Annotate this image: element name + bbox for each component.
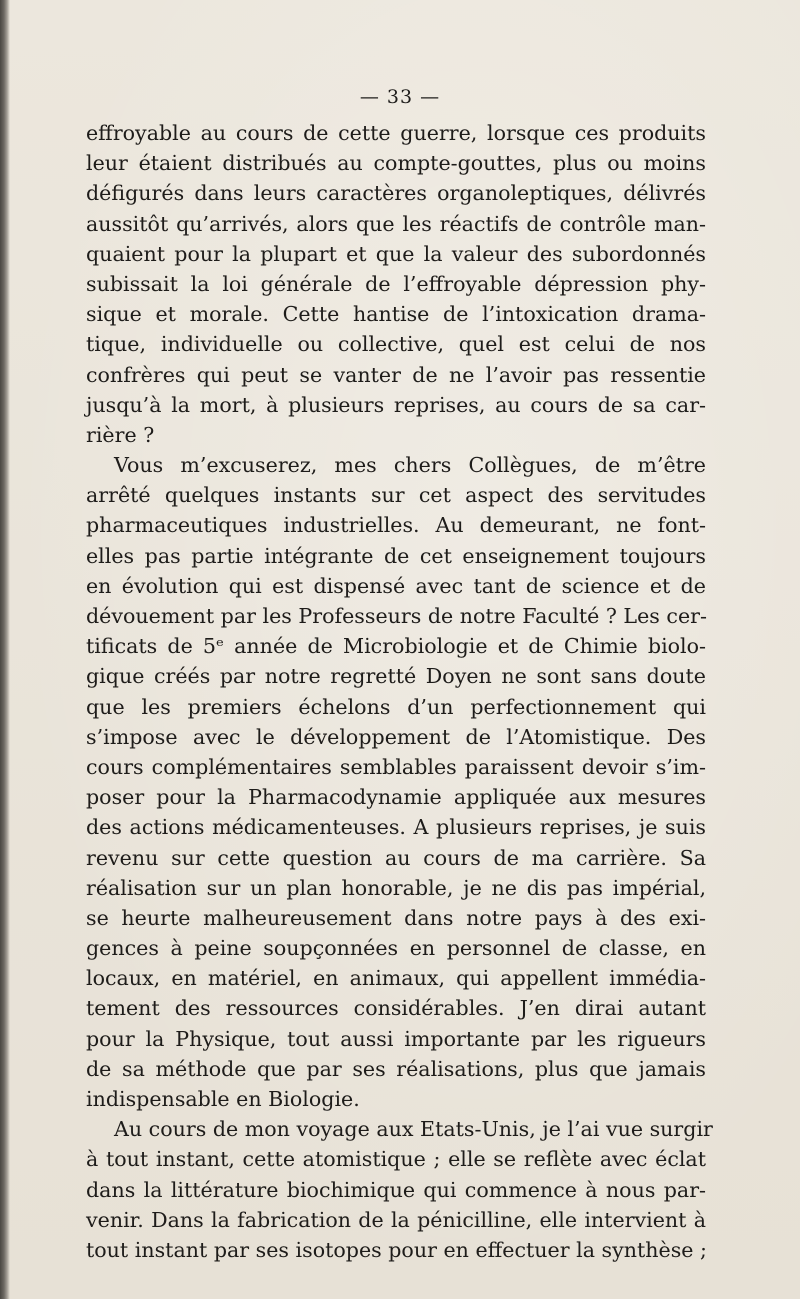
text-line: quaient pour la plupart et que la valeur des subordonnés — [86, 241, 706, 266]
text-line: des actions médicamenteuses. A plusieurs reprises, je suis — [86, 815, 706, 840]
text-line: tout instant par ses isotopes pour en effectuer la synthèse ; — [86, 1237, 707, 1262]
text-line: aussitôt qu’arrivés, alors que les réactifs de contrôle man- — [86, 211, 706, 236]
text-line: tement des ressources considérables. J’en dirai autant — [86, 996, 706, 1021]
text-line: pharmaceutiques industrielles. Au demeurant, ne font- — [86, 513, 706, 538]
text-line: rière ? — [86, 422, 155, 447]
text-line: dans la littérature biochimique qui commence à nous par- — [86, 1177, 706, 1202]
text-line: jusqu’à la mort, à plusieurs reprises, au cours de sa car- — [86, 392, 706, 417]
text-line: en évolution qui est dispensé avec tant de science et de — [86, 573, 706, 598]
text-line: que les premiers échelons d’un perfectionnement qui — [86, 694, 706, 719]
text-line: confrères qui peut se vanter de ne l’avoir pas ressentie — [86, 362, 706, 387]
text-line: elles pas partie intégrante de cet enseignement toujours — [86, 543, 706, 568]
text-line: de sa méthode que par ses réalisations, plus que jamais — [86, 1056, 706, 1081]
text-line: tificats de 5ᵉ année de Microbiologie et de Chimie biolo- — [86, 634, 706, 659]
text-line: cours complémentaires semblables paraissent devoir s’im- — [86, 754, 706, 779]
text-line: tique, individuelle ou collective, quel est celui de nos — [86, 332, 706, 357]
text-line: sique et morale. Cette hantise de l’intoxication drama- — [86, 302, 706, 327]
text-line: Vous m’excuserez, mes chers Collègues, de m’être — [114, 453, 706, 478]
text-line: pour la Physique, tout aussi importante par les rigueurs — [86, 1026, 706, 1051]
text-line: gique créés par notre regretté Doyen ne sont sans doute — [86, 664, 706, 689]
book-binding-edge — [0, 0, 10, 1299]
text-line: subissait la loi générale de l’effroyable dépression phy- — [86, 271, 706, 296]
text-line: leur étaient distribués au compte-gouttes, plus ou moins — [86, 151, 706, 176]
text-line: réalisation sur un plan honorable, je ne dis pas impérial, — [86, 875, 706, 900]
page-number: — 33 — — [359, 86, 441, 108]
text-line: se heurte malheureusement dans notre pays à des exi- — [86, 905, 706, 930]
text-line: défigurés dans leurs caractères organoleptiques, délivrés — [86, 181, 706, 206]
text-line: s’impose avec le développement de l’Atomistique. Des — [86, 724, 706, 749]
text-line: arrêté quelques instants sur cet aspect des servitudes — [86, 483, 706, 508]
text-line: dévouement par les Professeurs de notre Faculté ? Les cer- — [86, 604, 707, 628]
text-line: gences à peine soupçonnées en personnel de classe, en — [86, 936, 706, 961]
text-line: indispensable en Biologie. — [86, 1087, 360, 1111]
text-line: à tout instant, cette atomistique ; elle se reflète avec éclat — [86, 1147, 706, 1172]
text-line: effroyable au cours de cette guerre, lorsque ces produits — [86, 121, 706, 145]
text-line: revenu sur cette question au cours de ma carrière. Sa — [86, 845, 706, 870]
text-line: Au cours de mon voyage aux Etats-Unis, je l’ai vue surgir — [114, 1117, 713, 1142]
body-text — [86, 118, 713, 1265]
text-line: poser pour la Pharmacodynamie appliquée aux mesures — [86, 785, 706, 810]
text-line: locaux, en matériel, en animaux, qui appellent immédia- — [86, 966, 706, 991]
text-line: venir. Dans la fabrication de la pénicilline, elle intervient à — [86, 1207, 706, 1232]
